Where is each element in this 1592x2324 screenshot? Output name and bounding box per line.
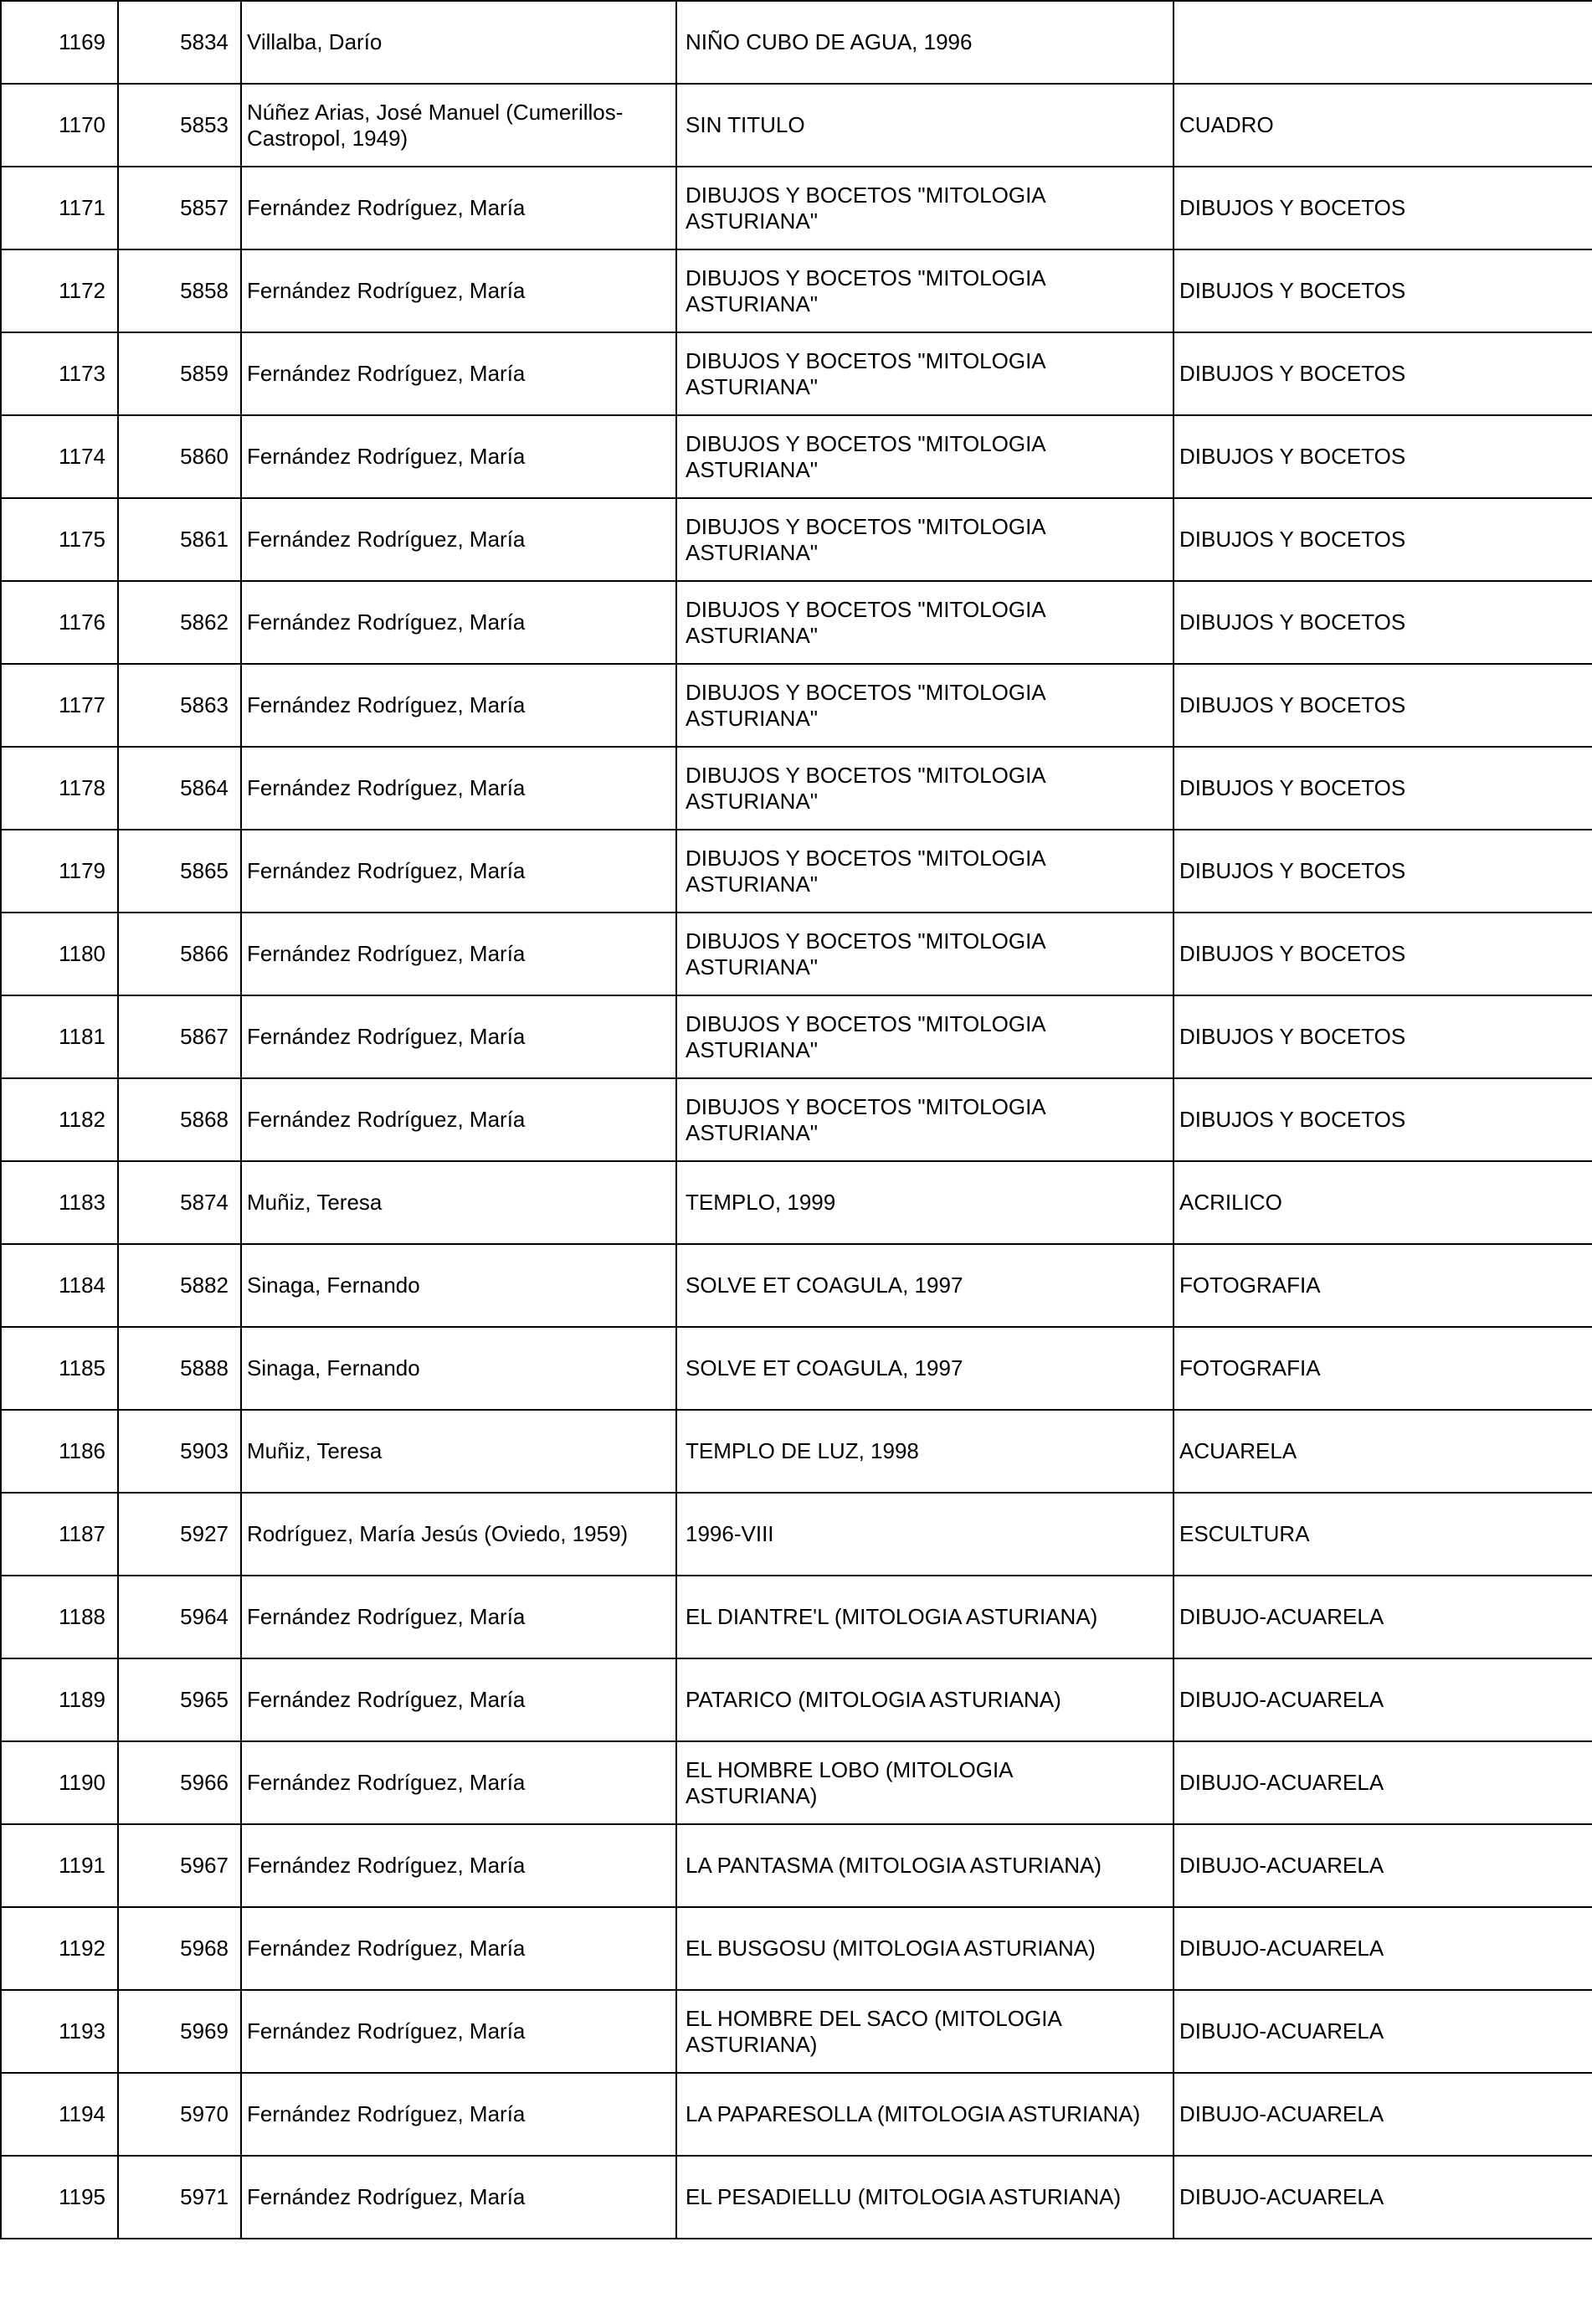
cell-technique: FOTOGRAFIA xyxy=(1173,1327,1592,1410)
cell-register-number: 5927 xyxy=(118,1493,241,1576)
cell-order-number: 1183 xyxy=(1,1161,118,1244)
cell-title: NIÑO CUBO DE AGUA, 1996 xyxy=(676,1,1173,84)
cell-title: DIBUJOS Y BOCETOS "MITOLOGIA ASTURIANA" xyxy=(676,332,1173,415)
cell-technique: DIBUJOS Y BOCETOS xyxy=(1173,913,1592,995)
cell-technique: DIBUJOS Y BOCETOS xyxy=(1173,167,1592,249)
cell-title: SOLVE ET COAGULA, 1997 xyxy=(676,1244,1173,1327)
cell-order-number: 1195 xyxy=(1,2156,118,2239)
cell-title: DIBUJOS Y BOCETOS "MITOLOGIA ASTURIANA" xyxy=(676,415,1173,498)
table-row xyxy=(1,1824,1592,1907)
table-row xyxy=(1,664,1592,747)
cell-technique: DIBUJOS Y BOCETOS xyxy=(1173,1078,1592,1161)
cell-technique: CUADRO xyxy=(1173,84,1592,167)
cell-register-number: 5971 xyxy=(118,2156,241,2239)
cell-author: Villalba, Darío xyxy=(241,1,676,84)
cell-register-number: 5864 xyxy=(118,747,241,830)
cell-technique: DIBUJOS Y BOCETOS xyxy=(1173,415,1592,498)
cell-author: Fernández Rodríguez, María xyxy=(241,1576,676,1658)
table-row xyxy=(1,2073,1592,2156)
cell-title: DIBUJOS Y BOCETOS "MITOLOGIA ASTURIANA" xyxy=(676,830,1173,913)
cell-register-number: 5866 xyxy=(118,913,241,995)
cell-author: Fernández Rodríguez, María xyxy=(241,1741,676,1824)
cell-register-number: 5860 xyxy=(118,415,241,498)
cell-author: Fernández Rodríguez, María xyxy=(241,167,676,249)
cell-order-number: 1181 xyxy=(1,995,118,1078)
cell-order-number: 1182 xyxy=(1,1078,118,1161)
table-row xyxy=(1,84,1592,167)
cell-technique: DIBUJO-ACUARELA xyxy=(1173,1907,1592,1990)
cell-title: SOLVE ET COAGULA, 1997 xyxy=(676,1327,1173,1410)
cell-register-number: 5967 xyxy=(118,1824,241,1907)
cell-title: DIBUJOS Y BOCETOS "MITOLOGIA ASTURIANA" xyxy=(676,167,1173,249)
cell-register-number: 5859 xyxy=(118,332,241,415)
cell-register-number: 5903 xyxy=(118,1410,241,1493)
cell-technique: DIBUJO-ACUARELA xyxy=(1173,2073,1592,2156)
cell-title: TEMPLO DE LUZ, 1998 xyxy=(676,1410,1173,1493)
table-row xyxy=(1,1327,1592,1410)
cell-title: TEMPLO, 1999 xyxy=(676,1161,1173,1244)
cell-order-number: 1173 xyxy=(1,332,118,415)
cell-author: Fernández Rodríguez, María xyxy=(241,249,676,332)
cell-author: Fernández Rodríguez, María xyxy=(241,830,676,913)
table-row xyxy=(1,415,1592,498)
cell-title: EL BUSGOSU (MITOLOGIA ASTURIANA) xyxy=(676,1907,1173,1990)
cell-order-number: 1170 xyxy=(1,84,118,167)
cell-technique: DIBUJOS Y BOCETOS xyxy=(1173,664,1592,747)
table-row xyxy=(1,167,1592,249)
cell-author: Fernández Rodríguez, María xyxy=(241,2073,676,2156)
cell-order-number: 1171 xyxy=(1,167,118,249)
cell-author: Núñez Arias, José Manuel (Cumerillos-Castropol, 1949) xyxy=(241,84,676,167)
cell-title: PATARICO (MITOLOGIA ASTURIANA) xyxy=(676,1658,1173,1741)
cell-title: DIBUJOS Y BOCETOS "MITOLOGIA ASTURIANA" xyxy=(676,249,1173,332)
cell-order-number: 1192 xyxy=(1,1907,118,1990)
cell-register-number: 5965 xyxy=(118,1658,241,1741)
cell-title: DIBUJOS Y BOCETOS "MITOLOGIA ASTURIANA" xyxy=(676,581,1173,664)
cell-title: SIN TITULO xyxy=(676,84,1173,167)
cell-title: DIBUJOS Y BOCETOS "MITOLOGIA ASTURIANA" xyxy=(676,1078,1173,1161)
cell-author: Fernández Rodríguez, María xyxy=(241,1907,676,1990)
cell-title: EL HOMBRE LOBO (MITOLOGIA ASTURIANA) xyxy=(676,1741,1173,1824)
table-row xyxy=(1,1990,1592,2073)
cell-technique: DIBUJOS Y BOCETOS xyxy=(1173,498,1592,581)
cell-order-number: 1194 xyxy=(1,2073,118,2156)
cell-register-number: 5874 xyxy=(118,1161,241,1244)
cell-order-number: 1176 xyxy=(1,581,118,664)
cell-register-number: 5857 xyxy=(118,167,241,249)
cell-author: Fernández Rodríguez, María xyxy=(241,1990,676,2073)
table-row xyxy=(1,1161,1592,1244)
table-row xyxy=(1,332,1592,415)
cell-register-number: 5968 xyxy=(118,1907,241,1990)
cell-technique: DIBUJOS Y BOCETOS xyxy=(1173,332,1592,415)
cell-author: Rodríguez, María Jesús (Oviedo, 1959) xyxy=(241,1493,676,1576)
table-row xyxy=(1,1576,1592,1658)
cell-author: Muñiz, Teresa xyxy=(241,1410,676,1493)
table-row xyxy=(1,747,1592,830)
cell-technique: ACRILICO xyxy=(1173,1161,1592,1244)
cell-technique: DIBUJO-ACUARELA xyxy=(1173,2156,1592,2239)
cell-order-number: 1174 xyxy=(1,415,118,498)
inventory-rows xyxy=(1,1,1592,2239)
cell-author: Fernández Rodríguez, María xyxy=(241,913,676,995)
cell-author: Fernández Rodríguez, María xyxy=(241,664,676,747)
table-row xyxy=(1,1658,1592,1741)
cell-author: Fernández Rodríguez, María xyxy=(241,498,676,581)
cell-order-number: 1175 xyxy=(1,498,118,581)
table-row xyxy=(1,1244,1592,1327)
table-row xyxy=(1,249,1592,332)
cell-register-number: 5861 xyxy=(118,498,241,581)
table-row xyxy=(1,581,1592,664)
cell-order-number: 1184 xyxy=(1,1244,118,1327)
cell-title: DIBUJOS Y BOCETOS "MITOLOGIA ASTURIANA" xyxy=(676,664,1173,747)
cell-title: EL PESADIELLU (MITOLOGIA ASTURIANA) xyxy=(676,2156,1173,2239)
cell-author: Sinaga, Fernando xyxy=(241,1244,676,1327)
cell-register-number: 5862 xyxy=(118,581,241,664)
cell-technique: DIBUJO-ACUARELA xyxy=(1173,1658,1592,1741)
cell-title: DIBUJOS Y BOCETOS "MITOLOGIA ASTURIANA" xyxy=(676,747,1173,830)
cell-technique: ACUARELA xyxy=(1173,1410,1592,1493)
cell-register-number: 5863 xyxy=(118,664,241,747)
cell-register-number: 5964 xyxy=(118,1576,241,1658)
table-row xyxy=(1,830,1592,913)
cell-author: Muñiz, Teresa xyxy=(241,1161,676,1244)
cell-order-number: 1188 xyxy=(1,1576,118,1658)
cell-author: Fernández Rodríguez, María xyxy=(241,747,676,830)
table-row xyxy=(1,2156,1592,2239)
cell-technique: DIBUJOS Y BOCETOS xyxy=(1173,581,1592,664)
cell-order-number: 1189 xyxy=(1,1658,118,1741)
cell-technique: DIBUJO-ACUARELA xyxy=(1173,1576,1592,1658)
cell-technique: FOTOGRAFIA xyxy=(1173,1244,1592,1327)
cell-order-number: 1169 xyxy=(1,1,118,84)
cell-order-number: 1180 xyxy=(1,913,118,995)
cell-author: Fernández Rodríguez, María xyxy=(241,415,676,498)
cell-title: EL DIANTRE'L (MITOLOGIA ASTURIANA) xyxy=(676,1576,1173,1658)
cell-author: Fernández Rodríguez, María xyxy=(241,1078,676,1161)
cell-order-number: 1193 xyxy=(1,1990,118,2073)
cell-register-number: 5868 xyxy=(118,1078,241,1161)
cell-author: Fernández Rodríguez, María xyxy=(241,581,676,664)
cell-title: LA PANTASMA (MITOLOGIA ASTURIANA) xyxy=(676,1824,1173,1907)
table-row xyxy=(1,1741,1592,1824)
cell-register-number: 5966 xyxy=(118,1741,241,1824)
cell-order-number: 1177 xyxy=(1,664,118,747)
cell-order-number: 1190 xyxy=(1,1741,118,1824)
cell-title: DIBUJOS Y BOCETOS "MITOLOGIA ASTURIANA" xyxy=(676,498,1173,581)
table-row xyxy=(1,1493,1592,1576)
cell-technique: DIBUJOS Y BOCETOS xyxy=(1173,249,1592,332)
cell-order-number: 1185 xyxy=(1,1327,118,1410)
cell-order-number: 1187 xyxy=(1,1493,118,1576)
cell-register-number: 5888 xyxy=(118,1327,241,1410)
cell-order-number: 1191 xyxy=(1,1824,118,1907)
cell-register-number: 5858 xyxy=(118,249,241,332)
cell-register-number: 5867 xyxy=(118,995,241,1078)
cell-order-number: 1179 xyxy=(1,830,118,913)
cell-author: Fernández Rodríguez, María xyxy=(241,1824,676,1907)
cell-register-number: 5882 xyxy=(118,1244,241,1327)
table-row xyxy=(1,1078,1592,1161)
table-row xyxy=(1,1907,1592,1990)
cell-technique: DIBUJOS Y BOCETOS xyxy=(1173,830,1592,913)
cell-technique: DIBUJOS Y BOCETOS xyxy=(1173,995,1592,1078)
cell-title: DIBUJOS Y BOCETOS "MITOLOGIA ASTURIANA" xyxy=(676,995,1173,1078)
cell-technique: DIBUJO-ACUARELA xyxy=(1173,1990,1592,2073)
table-row xyxy=(1,995,1592,1078)
cell-author: Fernández Rodríguez, María xyxy=(241,332,676,415)
table-row xyxy=(1,1410,1592,1493)
cell-technique xyxy=(1173,1,1592,84)
cell-technique: DIBUJO-ACUARELA xyxy=(1173,1741,1592,1824)
cell-author: Fernández Rodríguez, María xyxy=(241,1658,676,1741)
cell-register-number: 5853 xyxy=(118,84,241,167)
cell-order-number: 1172 xyxy=(1,249,118,332)
cell-order-number: 1186 xyxy=(1,1410,118,1493)
cell-author: Fernández Rodríguez, María xyxy=(241,2156,676,2239)
cell-order-number: 1178 xyxy=(1,747,118,830)
cell-author: Fernández Rodríguez, María xyxy=(241,995,676,1078)
cell-register-number: 5834 xyxy=(118,1,241,84)
table-row xyxy=(1,1,1592,84)
cell-technique: ESCULTURA xyxy=(1173,1493,1592,1576)
cell-title: EL HOMBRE DEL SACO (MITOLOGIA ASTURIANA) xyxy=(676,1990,1173,2073)
cell-title: 1996-VIII xyxy=(676,1493,1173,1576)
cell-title: LA PAPARESOLLA (MITOLOGIA ASTURIANA) xyxy=(676,2073,1173,2156)
cell-technique: DIBUJOS Y BOCETOS xyxy=(1173,747,1592,830)
cell-register-number: 5969 xyxy=(118,1990,241,2073)
cell-title: DIBUJOS Y BOCETOS "MITOLOGIA ASTURIANA" xyxy=(676,913,1173,995)
table-row xyxy=(1,913,1592,995)
table-row xyxy=(1,498,1592,581)
cell-register-number: 5865 xyxy=(118,830,241,913)
cell-author: Sinaga, Fernando xyxy=(241,1327,676,1410)
cell-register-number: 5970 xyxy=(118,2073,241,2156)
cell-technique: DIBUJO-ACUARELA xyxy=(1173,1824,1592,1907)
